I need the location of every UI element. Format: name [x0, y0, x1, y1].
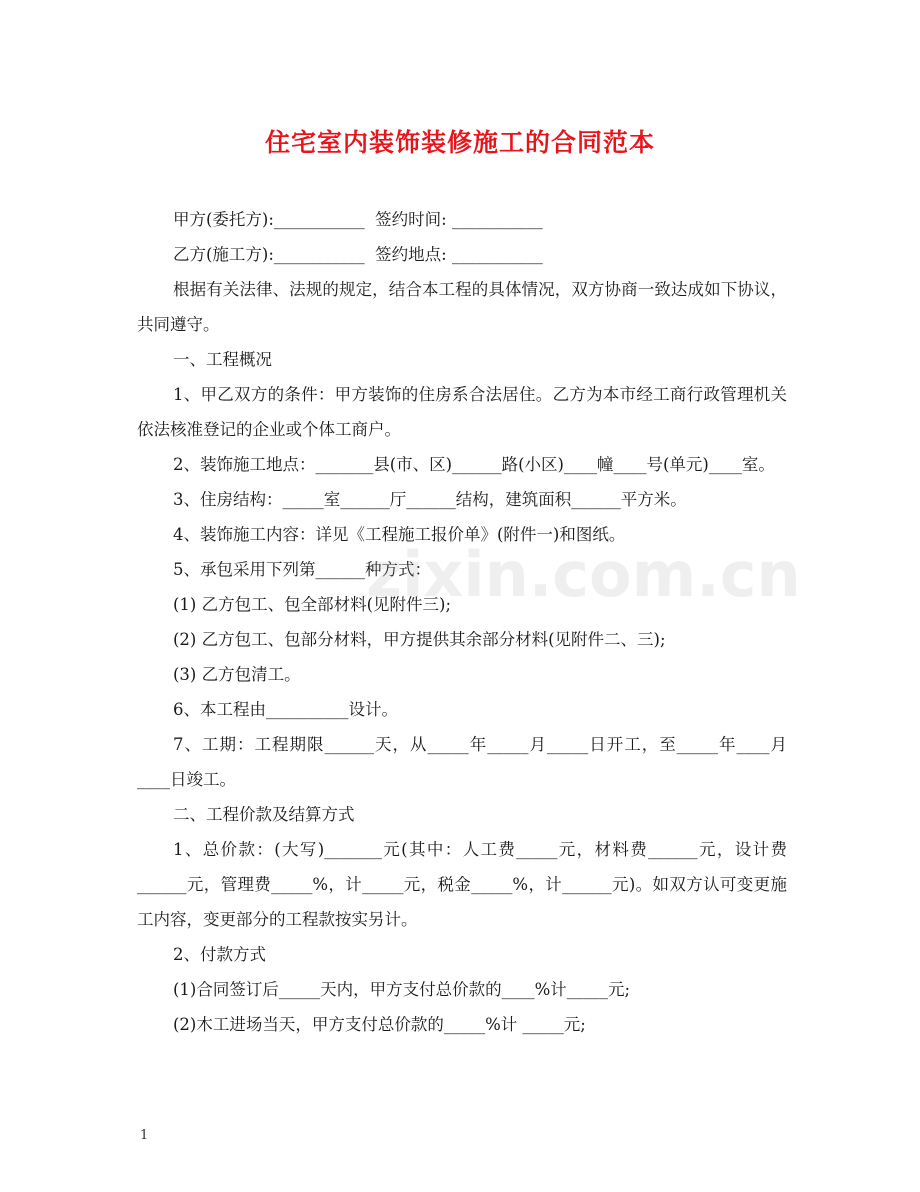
- watermark-text: zixin.com.cn: [366, 538, 801, 611]
- page-number: 1: [140, 1128, 149, 1143]
- clause-1-1: 1、甲乙双方的条件：甲方装饰的住房系合法居住。乙方为本市经工商行政管理机关依法核准登记的企业或个体工商户。: [137, 385, 787, 439]
- party-a-line: 甲方(委托方):___________ 签约时间: ___________: [173, 210, 543, 229]
- preamble-paragraph: 根据有关法律、法规的规定，结合本工程的具体情况，双方协商一致达成如下协议，共同遵守。: [137, 280, 787, 334]
- clause-1-5-option-3: (3) 乙方包清工。: [173, 665, 301, 684]
- document-body: [137, 202, 793, 1042]
- clause-2-2-item-1: (1)合同签订后_____天内，甲方支付总价款的____%计_____元;: [173, 980, 631, 999]
- section-heading-price-settlement: 二、工程价款及结算方式: [173, 805, 355, 824]
- clause-1-6: 6、本工程由__________设计。: [173, 700, 398, 719]
- clause-2-2: 2、付款方式: [173, 945, 266, 964]
- clause-1-5: 5、承包采用下列第______种方式：: [173, 560, 431, 579]
- clause-1-7: 7、工期：工程期限______天，从_____年_____月_____日开工，至_____年____月____日竣工。: [137, 735, 787, 789]
- clause-2-2-item-2: (2)木工进场当天，甲方支付总价款的_____%计 _____元;: [173, 1015, 586, 1034]
- clause-1-3: 3、住房结构：_____室______厅______结构，建筑面积______平方米。: [173, 490, 687, 509]
- clause-1-2: 2、装饰施工地点：_______县(市、区)______路(小区)____幢____号(单元)____室。: [173, 455, 775, 474]
- party-b-line: 乙方(施工方):___________ 签约地点: ___________: [173, 245, 543, 264]
- clause-1-4: 4、装饰施工内容：详见《工程施工报价单》(附件一)和图纸。: [173, 525, 626, 544]
- section-heading-project-overview: 一、工程概况: [173, 350, 272, 369]
- document-title: 住宅室内装饰装修施工的合同范本: [264, 128, 655, 157]
- clause-1-5-option-2: (2) 乙方包工、包部分材料，甲方提供其余部分材料(见附件二、三);: [173, 630, 666, 649]
- clause-1-5-option-1: (1) 乙方包工、包全部材料(见附件三);: [173, 595, 452, 614]
- clause-2-1: 1、总价款：(大写)_______元(其中：人工费_____元，材料费______元，设计费 ______元，管理费_____%，计_____元，税金_____%，计______元)。如双方认可变更施工内容，变更部分的工程款按实另计。: [137, 840, 793, 929]
